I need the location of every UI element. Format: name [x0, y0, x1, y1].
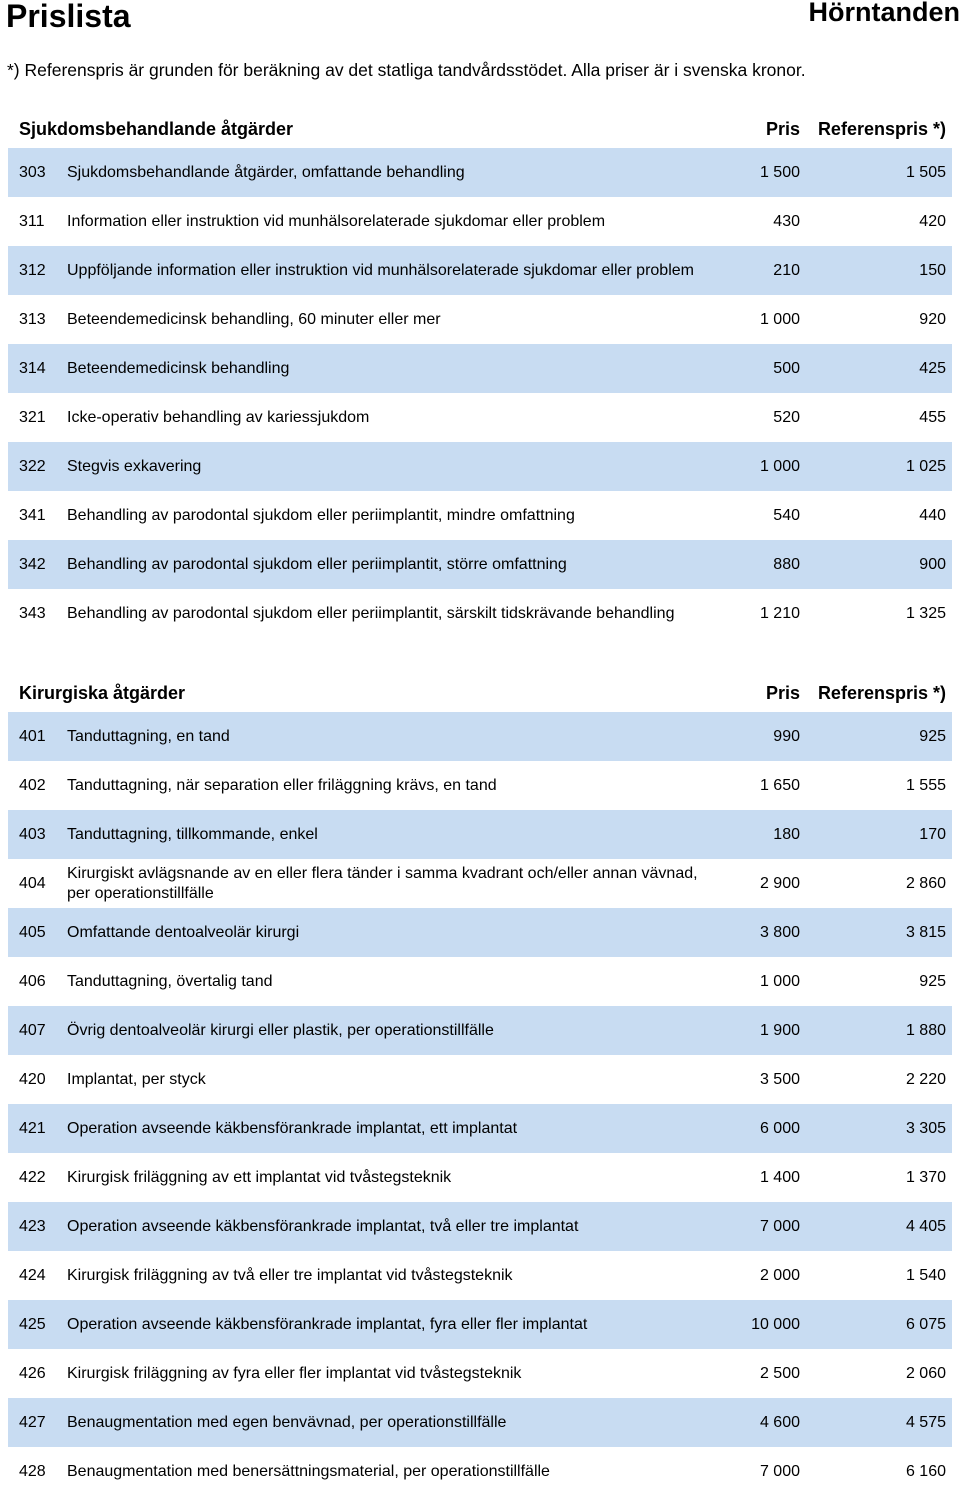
- table-row: [8, 246, 952, 295]
- treatment-price: 880: [720, 556, 812, 574]
- treatment-reference-price: 920: [812, 311, 952, 329]
- treatment-code: 424: [8, 1267, 67, 1285]
- treatment-description: Icke-operativ behandling av kariessjukdom: [67, 408, 720, 428]
- treatment-price: 180: [720, 826, 812, 844]
- treatment-description: Implantat, per styck: [67, 1070, 720, 1090]
- treatment-description: Benaugmentation med benersättningsmaterial, per operationstillfälle: [67, 1462, 720, 1482]
- treatment-reference-price: 2 060: [812, 1365, 952, 1383]
- section-title: Sjukdomsbehandlande åtgärder: [8, 119, 740, 140]
- treatment-code: 342: [8, 556, 67, 574]
- treatment-price: 1 400: [720, 1169, 812, 1187]
- table-row: [8, 1153, 952, 1202]
- reference-price-note: *) Referenspris är grunden för beräkning av det statliga tandvårdsstödet. Alla priser är i svenska kronor.: [7, 58, 806, 82]
- treatment-price: 1 210: [720, 605, 812, 623]
- treatment-reference-price: 440: [812, 507, 952, 525]
- treatment-reference-price: 1 540: [812, 1267, 952, 1285]
- treatment-reference-price: 1 370: [812, 1169, 952, 1187]
- treatment-reference-price: 455: [812, 409, 952, 427]
- treatment-price: 500: [720, 360, 812, 378]
- table-row: [8, 761, 952, 810]
- treatment-code: 423: [8, 1218, 67, 1236]
- section-header: [8, 674, 952, 712]
- treatment-reference-price: 1 880: [812, 1022, 952, 1040]
- treatment-price: 3 500: [720, 1071, 812, 1089]
- price-table: [8, 148, 952, 638]
- treatment-price: 990: [720, 728, 812, 746]
- treatment-price: 430: [720, 213, 812, 231]
- treatment-code: 343: [8, 605, 67, 623]
- treatment-description: Behandling av parodontal sjukdom eller periimplantit, mindre omfattning: [67, 506, 720, 526]
- treatment-description: Kirurgisk friläggning av fyra eller fler implantat vid tvåstegsteknik: [67, 1364, 720, 1384]
- treatment-price: 6 000: [720, 1120, 812, 1138]
- treatment-code: 314: [8, 360, 67, 378]
- treatment-description: Behandling av parodontal sjukdom eller periimplantit, särskilt tidskrävande behandling: [67, 604, 720, 624]
- section-title: Kirurgiska åtgärder: [8, 683, 740, 704]
- treatment-price: 1 000: [720, 458, 812, 476]
- treatment-reference-price: 1 025: [812, 458, 952, 476]
- table-row: [8, 712, 952, 761]
- table-row: [8, 957, 952, 1006]
- treatment-description: Beteendemedicinsk behandling, 60 minuter eller mer: [67, 310, 720, 330]
- treatment-description: Tanduttagning, när separation eller friläggning krävs, en tand: [67, 776, 720, 796]
- treatment-price: 1 650: [720, 777, 812, 795]
- treatment-code: 312: [8, 262, 67, 280]
- table-row: [8, 859, 952, 908]
- treatment-price: 210: [720, 262, 812, 280]
- treatment-description: Kirurgisk friläggning av ett implantat vid tvåstegsteknik: [67, 1168, 720, 1188]
- treatment-description: Tanduttagning, övertalig tand: [67, 972, 720, 992]
- treatment-price: 2 500: [720, 1365, 812, 1383]
- treatment-code: 401: [8, 728, 67, 746]
- treatment-reference-price: 6 075: [812, 1316, 952, 1334]
- treatment-description: Sjukdomsbehandlande åtgärder, omfattande behandling: [67, 163, 720, 183]
- treatment-price: 1 500: [720, 164, 812, 182]
- table-row: [8, 908, 952, 957]
- price-column-header: Pris: [740, 683, 810, 704]
- treatment-code: 313: [8, 311, 67, 329]
- treatment-reference-price: 170: [812, 826, 952, 844]
- table-row: [8, 148, 952, 197]
- table-row: [8, 295, 952, 344]
- treatment-reference-price: 4 405: [812, 1218, 952, 1236]
- treatment-description: Operation avseende käkbensförankrade implantat, två eller tre implantat: [67, 1217, 720, 1237]
- reference-price-column-header: Referenspris *): [810, 119, 952, 140]
- treatment-code: 420: [8, 1071, 67, 1089]
- treatment-reference-price: 6 160: [812, 1463, 952, 1481]
- treatment-price: 3 800: [720, 924, 812, 942]
- treatment-code: 422: [8, 1169, 67, 1187]
- treatment-reference-price: 425: [812, 360, 952, 378]
- price-table: [8, 712, 952, 1496]
- table-row: [8, 589, 952, 638]
- treatment-code: 404: [8, 875, 67, 893]
- treatment-reference-price: 4 575: [812, 1414, 952, 1432]
- treatment-code: 403: [8, 826, 67, 844]
- table-row: [8, 1398, 952, 1447]
- treatment-price: 1 000: [720, 973, 812, 991]
- treatment-reference-price: 1 505: [812, 164, 952, 182]
- treatment-description: Omfattande dentoalveolär kirurgi: [67, 923, 720, 943]
- treatment-description: Beteendemedicinsk behandling: [67, 359, 720, 379]
- treatment-price: 540: [720, 507, 812, 525]
- table-row: [8, 491, 952, 540]
- treatment-reference-price: 2 860: [812, 875, 952, 893]
- clinic-name: Hörntanden: [809, 0, 960, 32]
- treatment-code: 425: [8, 1316, 67, 1334]
- treatment-reference-price: 2 220: [812, 1071, 952, 1089]
- section-header: [8, 110, 952, 148]
- table-row: [8, 1300, 952, 1349]
- table-row: [8, 1104, 952, 1153]
- treatment-code: 405: [8, 924, 67, 942]
- treatment-price: 4 600: [720, 1414, 812, 1432]
- table-row: [8, 1006, 952, 1055]
- treatment-reference-price: 1 325: [812, 605, 952, 623]
- treatment-code: 406: [8, 973, 67, 991]
- treatment-code: 402: [8, 777, 67, 795]
- treatment-description: Operation avseende käkbensförankrade implantat, fyra eller fler implantat: [67, 1315, 720, 1335]
- treatment-price: 1 000: [720, 311, 812, 329]
- section-sjukdomsbehandlande: [8, 110, 952, 638]
- treatment-description: Uppföljande information eller instruktion vid munhälsorelaterade sjukdomar eller problem: [67, 261, 720, 281]
- treatment-price: 2 000: [720, 1267, 812, 1285]
- treatment-price: 10 000: [720, 1316, 812, 1334]
- table-row: [8, 197, 952, 246]
- treatment-code: 426: [8, 1365, 67, 1383]
- treatment-reference-price: 925: [812, 973, 952, 991]
- treatment-reference-price: 3 305: [812, 1120, 952, 1138]
- treatment-reference-price: 1 555: [812, 777, 952, 795]
- treatment-description: Kirurgiskt avlägsnande av en eller flera tänder i samma kvadrant och/eller annan vävnad, per operationstillfälle: [67, 864, 720, 904]
- table-row: [8, 344, 952, 393]
- treatment-price: 1 900: [720, 1022, 812, 1040]
- treatment-description: Operation avseende käkbensförankrade implantat, ett implantat: [67, 1119, 720, 1139]
- treatment-code: 311: [8, 213, 67, 231]
- treatment-price: 7 000: [720, 1218, 812, 1236]
- treatment-code: 321: [8, 409, 67, 427]
- table-row: [8, 540, 952, 589]
- reference-price-column-header: Referenspris *): [810, 683, 952, 704]
- price-column-header: Pris: [740, 119, 810, 140]
- treatment-reference-price: 900: [812, 556, 952, 574]
- treatment-reference-price: 420: [812, 213, 952, 231]
- treatment-code: 421: [8, 1120, 67, 1138]
- treatment-code: 303: [8, 164, 67, 182]
- table-row: [8, 1251, 952, 1300]
- treatment-description: Benaugmentation med egen benvävnad, per operationstillfälle: [67, 1413, 720, 1433]
- page-title: Prislista: [6, 0, 131, 38]
- table-row: [8, 393, 952, 442]
- treatment-code: 341: [8, 507, 67, 525]
- treatment-description: Stegvis exkavering: [67, 457, 720, 477]
- treatment-reference-price: 3 815: [812, 924, 952, 942]
- treatment-description: Övrig dentoalveolär kirurgi eller plastik, per operationstillfälle: [67, 1021, 720, 1041]
- treatment-description: Tanduttagning, tillkommande, enkel: [67, 825, 720, 845]
- table-row: [8, 1447, 952, 1496]
- treatment-code: 428: [8, 1463, 67, 1481]
- treatment-code: 322: [8, 458, 67, 476]
- section-kirurgiska: [8, 674, 952, 1496]
- table-row: [8, 810, 952, 859]
- treatment-description: Behandling av parodontal sjukdom eller periimplantit, större omfattning: [67, 555, 720, 575]
- treatment-code: 427: [8, 1414, 67, 1432]
- treatment-price: 7 000: [720, 1463, 812, 1481]
- treatment-price: 2 900: [720, 875, 812, 893]
- treatment-description: Information eller instruktion vid munhälsorelaterade sjukdomar eller problem: [67, 212, 720, 232]
- treatment-reference-price: 925: [812, 728, 952, 746]
- table-row: [8, 442, 952, 491]
- treatment-reference-price: 150: [812, 262, 952, 280]
- treatment-description: Kirurgisk friläggning av två eller tre implantat vid tvåstegsteknik: [67, 1266, 720, 1286]
- treatment-description: Tanduttagning, en tand: [67, 727, 720, 747]
- treatment-price: 520: [720, 409, 812, 427]
- table-row: [8, 1349, 952, 1398]
- table-row: [8, 1055, 952, 1104]
- table-row: [8, 1202, 952, 1251]
- treatment-code: 407: [8, 1022, 67, 1040]
